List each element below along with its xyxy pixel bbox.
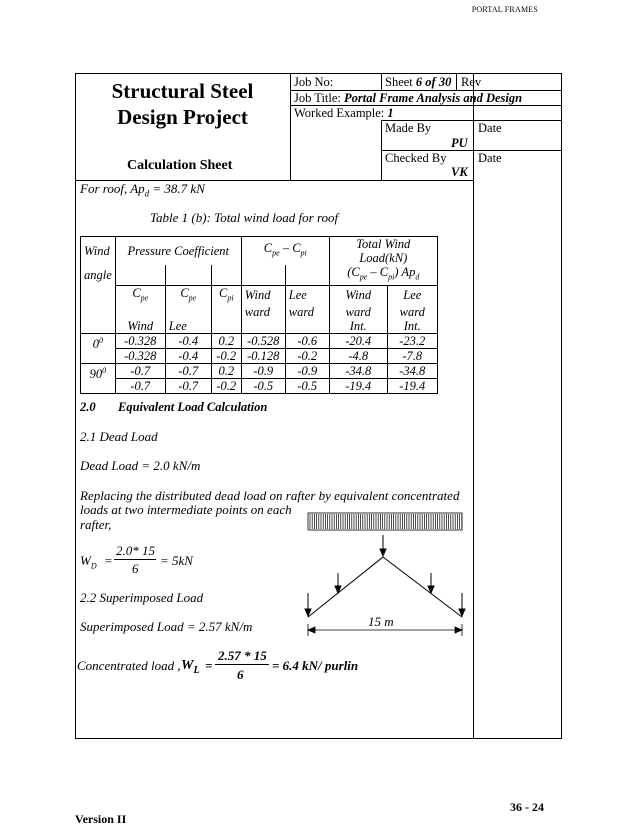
angle-0: $0^0$ — [81, 334, 116, 364]
roof-apd-value: = 38.7 kN — [152, 181, 205, 196]
divider — [381, 73, 382, 90]
table-caption: Table 1 (b): Total wind load for roof — [150, 210, 339, 225]
table-cell: -0.4 — [165, 334, 211, 349]
table-cell: -7.8 — [387, 349, 437, 364]
wd-eq: = — [104, 553, 113, 568]
fraction-bar — [215, 664, 269, 665]
table-cell: -0.5 — [241, 379, 285, 394]
title-line: Structural Steel — [111, 79, 254, 103]
wl-numerator: 2.57 * 15 — [218, 648, 267, 663]
table-cell: -0.7 — [115, 364, 165, 379]
table-cell: -0.9 — [241, 364, 285, 379]
table-cell: -0.7 — [165, 364, 211, 379]
table-cell: -0.328 — [115, 334, 165, 349]
th-lee-ward: Lee — [285, 285, 329, 305]
table-cell: Wind — [115, 319, 165, 334]
table-cell: -0.5 — [285, 379, 329, 394]
table-cell: -0.2 — [285, 349, 329, 364]
sheet-of: of — [425, 75, 436, 89]
table-cell: -0.2 — [211, 379, 241, 394]
th-ward: ward — [285, 305, 329, 319]
made-by-name: PU — [451, 136, 468, 150]
th-angle: angle — [81, 265, 116, 285]
th-ward: ward — [387, 305, 437, 319]
sheet-num: 6 — [415, 75, 423, 89]
span-label: 15 m — [368, 614, 394, 629]
table-cell: -0.2 — [211, 349, 241, 364]
replacing-text: rafter, — [80, 517, 112, 532]
project-title — [80, 78, 285, 130]
th-lee-ward-load: Lee — [387, 285, 437, 305]
th-wind-ward-load: Wind — [329, 285, 387, 305]
subsection-superimposed: 2.2 Superimposed Load — [80, 590, 204, 605]
worked-example-value: 1 — [387, 106, 394, 120]
table-cell: -34.8 — [387, 364, 437, 379]
divider — [456, 73, 457, 90]
date-label: Date — [478, 151, 502, 165]
conc-label: Concentrated load , — [77, 658, 181, 673]
wd-result: = 5kN — [160, 553, 193, 568]
checked-by-name: VK — [451, 165, 468, 179]
made-by-label: Made By — [385, 121, 432, 135]
section-number: 2.0 — [80, 400, 96, 414]
job-title-value: Portal Frame Analysis and Design — [344, 91, 523, 105]
table-cell: -0.7 — [115, 379, 165, 394]
th-total-formula: $(C_{pe} - C_{pi})$ $Ap_d$ — [329, 265, 437, 285]
table-cell: -0.328 — [115, 349, 165, 364]
page-number: 36 - 24 — [510, 800, 544, 814]
fraction-bar — [114, 559, 156, 560]
section-title: Equivalent Load Calculation — [118, 400, 268, 414]
table-cell: Lee — [165, 319, 211, 334]
roof-apd-label: For roof, Ap — [80, 181, 145, 196]
sheet-total: 30 — [438, 75, 452, 89]
table-cell: Int. — [329, 319, 387, 334]
table-cell: -19.4 — [329, 379, 387, 394]
roof-apd-sub: d — [144, 188, 150, 199]
th-cpe-cpi: $C_{pe} - C_{pi}$ — [241, 237, 329, 266]
th-pressure-coeff: Pressure Coefficient — [115, 237, 241, 266]
wl-lhs: $W_L$ — [181, 658, 200, 676]
dead-load-value: Dead Load = 2.0 kN/m — [80, 458, 201, 473]
sheet-number — [385, 75, 451, 90]
th-wind: Wind — [81, 237, 116, 266]
wind-load-table — [80, 236, 438, 394]
replacing-text: loads at two intermediate points on each — [80, 502, 292, 517]
table-cell: -0.128 — [241, 349, 285, 364]
th-total-wind: Total Wind Load(kN) — [329, 237, 437, 266]
table-cell: -4.8 — [329, 349, 387, 364]
table-cell: -20.4 — [329, 334, 387, 349]
roof-apd — [80, 181, 205, 199]
th-wind-ward: Wind — [241, 285, 285, 305]
wd-formula — [80, 545, 200, 579]
title-line: Design Project — [117, 105, 248, 129]
load-arrows — [305, 535, 465, 616]
subsection-dead-load: 2.1 Dead Load — [80, 429, 158, 444]
th-ward: ward — [329, 305, 387, 319]
table-cell: -19.4 — [387, 379, 437, 394]
table-cell: -0.7 — [165, 379, 211, 394]
version-label: Version II — [75, 812, 127, 826]
table-cell: -0.6 — [285, 334, 329, 349]
table-cell: Int. — [387, 319, 437, 334]
job-title — [294, 91, 522, 106]
running-header: PORTAL FRAMES — [471, 5, 538, 14]
divider — [473, 73, 474, 739]
table-cell: -34.8 — [329, 364, 387, 379]
table-cell: 0.2 — [211, 334, 241, 349]
wl-eq: = — [205, 658, 213, 673]
wl-formula — [77, 648, 377, 688]
wd-numerator: 2.0* 15 — [116, 543, 155, 558]
superimposed-load-value: Superimposed Load = 2.57 kN/m — [80, 619, 253, 634]
th-cpe: $C_{pe}$ — [115, 285, 165, 305]
table-cell: -23.2 — [387, 334, 437, 349]
date-label: Date — [478, 121, 502, 135]
replacing-text: Replacing the distributed dead load on rafter by equivalent concentrated — [80, 488, 460, 503]
table-cell: -0.528 — [241, 334, 285, 349]
job-title-label: Job Title: — [294, 91, 341, 105]
worked-example — [294, 106, 394, 121]
rev-label: Rev — [461, 75, 482, 89]
angle-90: $90^0$ — [81, 364, 116, 394]
worked-example-label: Worked Example: — [294, 106, 385, 120]
wl-result: = 6.4 kN/ purlin — [272, 658, 359, 673]
job-no-label: Job No: — [294, 75, 334, 89]
table-cell: -0.4 — [165, 349, 211, 364]
table-cell: -0.9 — [285, 364, 329, 379]
distributed-load-hatch — [308, 513, 462, 530]
th-cpe: $C_{pe}$ — [165, 285, 211, 305]
wd-denominator: 6 — [132, 561, 139, 576]
sheet-label: Sheet — [385, 75, 413, 89]
table-cell: 0.2 — [211, 364, 241, 379]
wl-denominator: 6 — [237, 667, 244, 682]
checked-by-label: Checked By — [385, 151, 447, 165]
wd-lhs: $W_D$ — [80, 553, 97, 571]
th-cpi: $C_{pi}$ — [211, 285, 241, 305]
rafter-lines — [308, 557, 462, 617]
calc-sheet-label: Calculation Sheet — [127, 158, 233, 173]
th-ward: ward — [241, 305, 285, 319]
